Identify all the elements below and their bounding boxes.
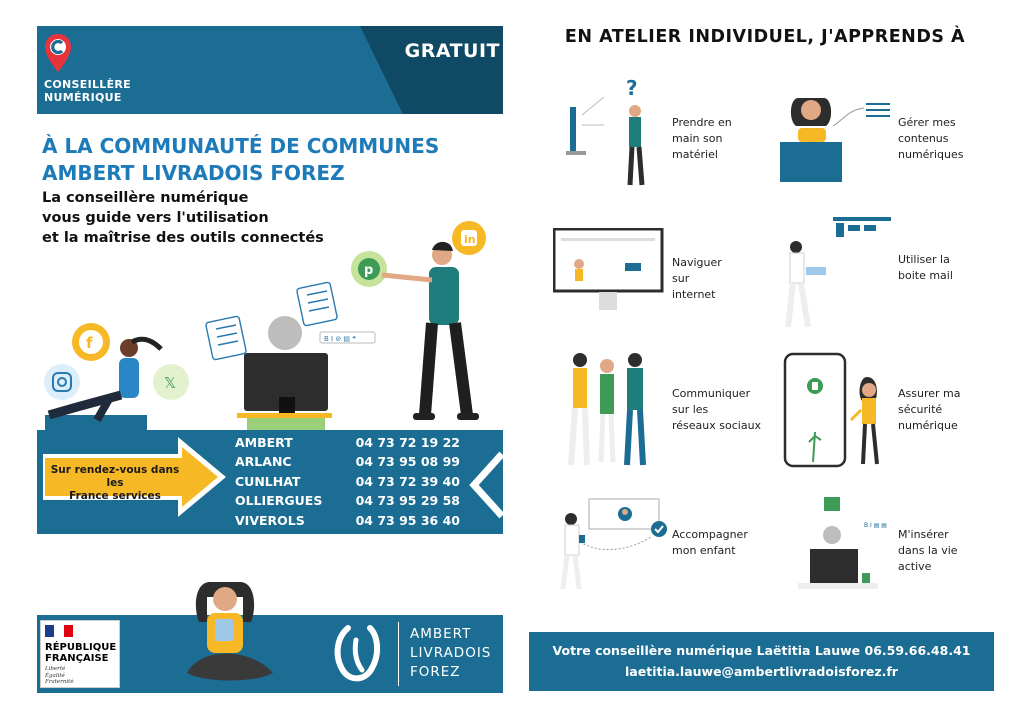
conseillere-logo-text	[44, 78, 131, 104]
right-title: EN ATELIER INDIVIDUEL, J'APPRENDS À	[564, 27, 966, 47]
skill-label-line: mon enfant	[672, 544, 736, 557]
skill-label-line: Communiquer	[672, 387, 751, 400]
svg-text:B I ▤ ▤: B I ▤ ▤	[864, 522, 887, 529]
footer-divider	[398, 622, 399, 686]
skill-illustration-social	[565, 350, 660, 468]
svg-text:𝕏: 𝕏	[164, 374, 177, 392]
rf-motto1: Liberté	[45, 666, 66, 672]
subtitle-line2: vous guide vers l'utilisation	[42, 210, 269, 226]
skill-illustration-browser	[553, 228, 665, 313]
svg-text:?: ?	[626, 76, 638, 100]
town-phone[interactable]: 04 73 72 19 22	[355, 435, 460, 450]
town-name: OLLIERGUES	[235, 493, 323, 509]
skill-label-line: dans la vie	[898, 544, 958, 557]
title-line1: À LA COMMUNAUTÉ DE COMMUNES	[42, 134, 440, 158]
alf-line1: AMBERT	[410, 626, 472, 642]
skill-label-line: boite mail	[898, 269, 953, 282]
skill-label-line: Prendre en	[672, 116, 732, 129]
standing-man-figure	[382, 242, 479, 420]
skill-3	[672, 255, 722, 303]
skill-label-line: Naviguer	[672, 256, 722, 269]
skill-label-line: numériques	[898, 148, 964, 161]
skill-label-line: numérique	[898, 419, 958, 432]
skill-1	[672, 115, 732, 163]
town-row	[235, 472, 460, 491]
town-row	[235, 433, 460, 452]
contact-line[interactable]: Votre conseillère numérique Laëtitia Lauwe 06.59.66.48.41	[552, 643, 971, 658]
logo-line2: NUMÉRIQUE	[44, 91, 122, 104]
marianne-flag-icon	[45, 625, 73, 637]
conseillere-logo-icon	[44, 33, 72, 73]
town-name: AMBERT	[235, 435, 293, 450]
town-phone-list	[235, 433, 460, 530]
x-icon	[153, 364, 189, 400]
skill-illustration-work	[778, 495, 893, 595]
contact-email[interactable]: laetitia.lauwe@ambertlivradoisforez.fr	[625, 664, 898, 679]
alf-wordmark	[410, 625, 491, 682]
skill-illustration-mail	[778, 215, 893, 330]
logo-line1: CONSEILLÈRE	[44, 78, 131, 91]
skill-label-line: Gérer mes	[898, 116, 956, 129]
town-name: ARLANC	[235, 454, 292, 470]
rf-line2: FRANÇAISE	[45, 653, 109, 664]
skill-label-line: sécurité	[898, 403, 943, 416]
skill-label-line: sur les	[672, 403, 709, 416]
subtitle-line1: La conseillère numérique	[42, 190, 249, 206]
alf-line3: FOREZ	[410, 664, 461, 680]
rdv-line1: Sur rendez-vous dans les	[50, 464, 180, 489]
svg-text:p: p	[364, 263, 374, 278]
alf-line2: LIVRADOIS	[410, 645, 492, 661]
hero-illustration	[37, 215, 507, 430]
rf-name	[45, 642, 116, 664]
skill-illustration-security	[783, 352, 893, 470]
document-icon	[205, 316, 246, 360]
rf-motto3: Fraternité	[45, 679, 74, 685]
linkedin-icon	[452, 221, 486, 255]
skill-label-line: Accompagner	[672, 528, 748, 541]
skill-illustration-device	[562, 75, 662, 190]
contact-band	[529, 632, 994, 691]
rdv-line2: France services	[69, 490, 161, 502]
instagram-icon	[44, 364, 80, 400]
town-name: VIVEROLS	[235, 512, 305, 528]
subtitle-line3: et la maîtrise des outils connectés	[42, 230, 324, 246]
skill-label-line: internet	[672, 288, 716, 301]
skill-label-line: M'insérer	[898, 528, 949, 541]
rf-line1: RÉPUBLIQUE	[45, 642, 117, 653]
title-line2: AMBERT LIVRADOIS FOREZ	[42, 161, 345, 185]
rf-motto	[45, 666, 74, 686]
main-title	[42, 133, 482, 187]
town-row	[235, 491, 460, 510]
town-phone[interactable]: 04 73 95 36 40	[355, 512, 460, 528]
skill-illustration-child	[555, 497, 670, 592]
town-name: CUNLHAT	[235, 473, 301, 489]
pinterest-icon	[351, 251, 387, 287]
skill-label-line: active	[898, 560, 932, 573]
skill-label-line: Assurer ma	[898, 387, 961, 400]
chevron-left-icon	[468, 450, 506, 520]
man-at-computer-figure	[237, 316, 332, 430]
skill-label-line: contenus	[898, 132, 949, 145]
skill-4	[898, 252, 953, 284]
svg-text:in: in	[464, 233, 476, 246]
skill-label-line: réseaux sociaux	[672, 419, 762, 432]
skill-label-line: sur	[672, 272, 690, 285]
svg-text:B I ⊘ ▤ ❝: B I ⊘ ▤ ❝	[324, 335, 357, 343]
rdv-text	[45, 464, 185, 503]
facebook-icon	[72, 323, 110, 361]
skill-illustration-content	[778, 90, 896, 185]
skill-label-line: main son	[672, 132, 723, 145]
rf-motto2: Égalité	[45, 672, 65, 679]
town-phone[interactable]: 04 73 95 08 99	[355, 454, 460, 470]
skill-7	[672, 527, 748, 559]
skill-2	[898, 115, 963, 163]
ambert-livradois-forez-logo-icon	[330, 622, 390, 686]
town-phone[interactable]: 04 73 72 39 40	[355, 473, 460, 489]
document-icon	[296, 282, 337, 326]
town-row	[235, 511, 460, 530]
town-phone[interactable]: 04 73 95 29 58	[355, 493, 460, 509]
skill-8	[898, 527, 958, 575]
town-row	[235, 452, 460, 471]
skill-5	[672, 386, 761, 434]
gratuit-label: GRATUIT	[404, 40, 500, 62]
skill-6	[898, 386, 960, 434]
skill-label-line: Utiliser la	[898, 253, 950, 266]
girl-with-tablet-figure	[185, 577, 275, 687]
svg-text:f: f	[86, 334, 93, 352]
skill-label-line: matériel	[672, 148, 718, 161]
